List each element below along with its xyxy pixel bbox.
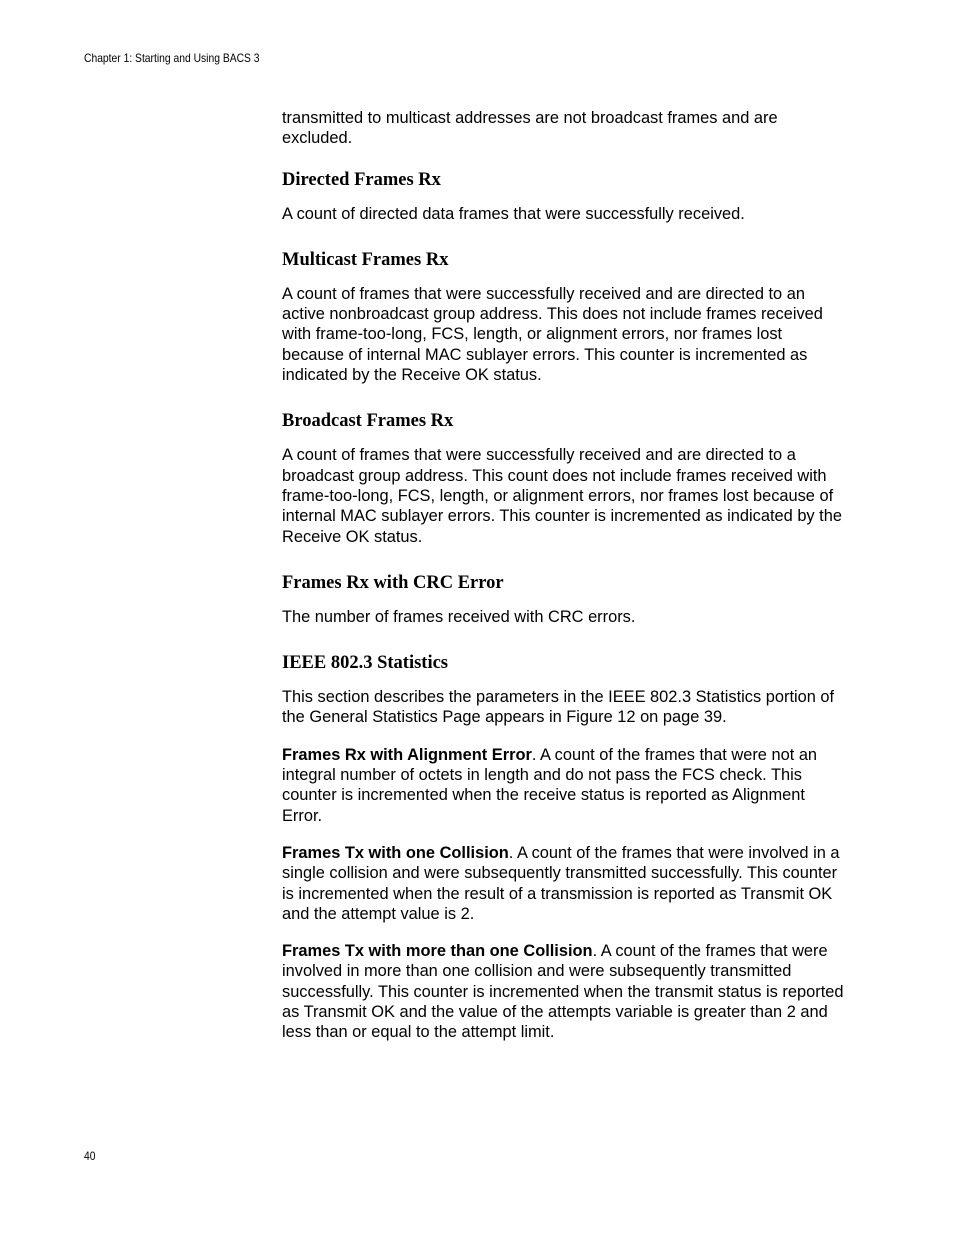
heading-ieee-802-3-statistics: IEEE 802.3 Statistics: [282, 653, 449, 674]
term-one-collision: Frames Tx with one Collision: [282, 843, 509, 862]
heading-broadcast-frames-rx: Broadcast Frames Rx: [282, 411, 454, 432]
heading-directed-frames-rx: Directed Frames Rx: [282, 169, 441, 190]
running-header: Chapter 1: Starting and Using BACS 3: [84, 51, 260, 65]
term-multiple-collisions: Frames Tx with more than one Collision: [282, 942, 593, 961]
paragraph-broadcast-frames-rx: A count of frames that were successfully received and are directed to a broadcast group address. This count does not include frames received with frame-too-long, FCS, length, or alignment errors, nor frames lost because of internal MAC sublayer errors. This counter is incremented as indicated by the Receive OK status.: [282, 446, 842, 546]
paragraph-directed-frames-rx: A count of directed data frames that were successfully received.: [282, 204, 745, 223]
description-multiple-collisions: . A count of the frames that were involved in more than one collision and were subsequently transmitted successfully. This counter is incremented when the transmit status is reported as Transmit OK and the value of the attempts variable is greater than 2 and less than or equal to the attempt limit.: [282, 942, 844, 1042]
definition-one-collision: [282, 843, 848, 924]
description-one-collision: . A count of the frames that were involved in a single collision and were subsequently transmitted successfully. This counter is incremented when the result of a transmission is reported as Transmit OK and the attempt value is 2.: [282, 843, 840, 923]
heading-frames-rx-crc-error: Frames Rx with CRC Error: [282, 572, 504, 593]
heading-multicast-frames-rx: Multicast Frames Rx: [282, 249, 449, 270]
intro-continuation: transmitted to multicast addresses are not broadcast frames and are excluded.: [282, 109, 778, 148]
paragraph-ieee-intro: This section describes the parameters in the IEEE 802.3 Statistics portion of the General Statistics Page appears in Figure 12 on page 39.: [282, 688, 835, 727]
term-alignment-error: Frames Rx with Alignment Error: [282, 745, 532, 764]
page-number: 40: [84, 1149, 96, 1163]
page-content: [282, 108, 848, 1060]
definition-multiple-collisions: [282, 941, 848, 1042]
description-alignment-error: . A count of the frames that were not an integral number of octets in length and do not pass the FCS check. This counter is incremented when the receive status is reported as Alignment Error.: [282, 745, 818, 825]
definition-alignment-error: [282, 745, 848, 826]
paragraph-multicast-frames-rx: A count of frames that were successfully received and are directed to an active nonbroadcast group address. This does not include frames received with frame-too-long, FCS, length, or alignment errors, nor frames lost because of internal MAC sublayer errors. This counter is incremented as indicated by the Receive OK status.: [282, 284, 823, 385]
paragraph-frames-rx-crc-error: The number of frames received with CRC errors.: [282, 607, 636, 626]
